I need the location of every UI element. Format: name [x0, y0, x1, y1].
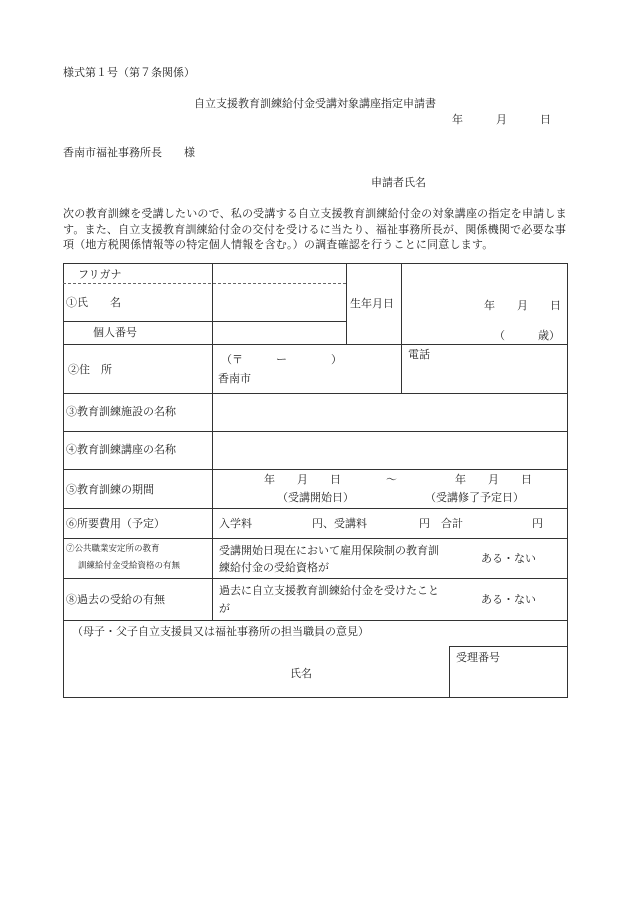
row-line-address: [63, 344, 568, 345]
facility-label: ③教育訓練施設の名称: [66, 405, 176, 418]
form-number: 様式第１号（第７条関係）: [63, 66, 195, 79]
applicant-name-label: 申請者氏名: [371, 176, 426, 189]
employment-text-line1: 受講開始日現在において雇用保険制の教育訓: [219, 544, 439, 557]
receipt-box-left: [449, 646, 450, 698]
opinion-label: （母子・父子自立支援員又は福祉事務所の担当職員の意見）: [72, 625, 369, 638]
cost-total-label: 円 合計: [419, 517, 463, 530]
furigana-dashed-line: [63, 283, 346, 284]
row-line-opinion: [63, 620, 568, 621]
past-text-line2: が: [219, 602, 230, 615]
furigana-label: フリガナ: [78, 268, 122, 281]
birthdate-label: 生年月日: [350, 297, 394, 310]
postal-format: （〒 ー ）: [221, 353, 342, 366]
phone-column-divider: [401, 344, 402, 393]
row-line-facility: [63, 393, 568, 394]
staff-name-label: 氏名: [290, 667, 312, 680]
employment-choice: ある・ない: [481, 552, 536, 565]
period-end-note: （受講修了予定日）: [425, 491, 524, 504]
cost-label: ⑥所要費用（予定）: [66, 517, 165, 530]
employment-label-line2: 訓練給付金受給資格の有無: [78, 561, 181, 571]
personal-number-top: [63, 321, 346, 322]
intro-paragraph: 次の教育訓練を受講したいので、私の受講する自立支援教育訓練給付金の対象講座の指定を申請します。また、自立支援教育訓練給付金の交付を受けるに当たり、福祉事務所長が、関係機関で必要な事項（地方税関係情報等の特定個人情報を含む。）の調査確認を行うことに同意します。: [63, 207, 567, 251]
personal-number-label: 個人番号: [93, 326, 137, 339]
row-line-course: [63, 431, 568, 432]
employment-text-line2: 練給付金の受給資格が: [219, 561, 329, 574]
row-line-past: [63, 578, 568, 579]
addressee: 香南市福祉事務所長 様: [63, 146, 195, 159]
period-start: 年 月 日: [264, 473, 341, 486]
phone-label: 電話: [408, 348, 430, 361]
birth-column-left: [346, 263, 347, 344]
birth-column-right: [401, 263, 402, 344]
period-label: ⑤教育訓練の期間: [66, 483, 154, 496]
employment-label-line1: ⑦公共職業安定所の教育: [66, 544, 160, 554]
period-start-note: （受講開始日）: [277, 491, 354, 504]
header-date: 年 月 日: [452, 113, 551, 126]
birthdate-format: 年 月 日: [484, 299, 561, 312]
age-format: （ 歳）: [494, 329, 560, 342]
period-tilde: 〜: [386, 473, 397, 486]
row-line-employment: [63, 538, 568, 539]
past-label: ⑧過去の受給の有無: [66, 593, 165, 606]
cost-admission-label: 入学料: [219, 517, 252, 530]
address-label: ②住 所: [68, 363, 112, 376]
cost-yen-end: 円: [532, 517, 543, 530]
row-line-period: [63, 469, 568, 470]
city-text: 香南市: [218, 372, 251, 385]
receipt-box-top: [449, 646, 568, 647]
past-text-line1: 過去に自立支援教育訓練給付金を受けたこと: [219, 584, 439, 597]
past-choice: ある・ない: [481, 593, 536, 606]
course-label: ④教育訓練講座の名称: [66, 443, 176, 456]
label-column-divider: [212, 263, 213, 620]
cost-tuition-label: 円、受講料: [312, 517, 367, 530]
period-end: 年 月 日: [455, 473, 532, 486]
form-title: 自立支援教育訓練給付金受講対象講座指定申請書: [194, 97, 436, 110]
receipt-number-label: 受理番号: [456, 651, 500, 664]
row-line-cost: [63, 508, 568, 509]
name-label: ①氏 名: [66, 296, 121, 309]
